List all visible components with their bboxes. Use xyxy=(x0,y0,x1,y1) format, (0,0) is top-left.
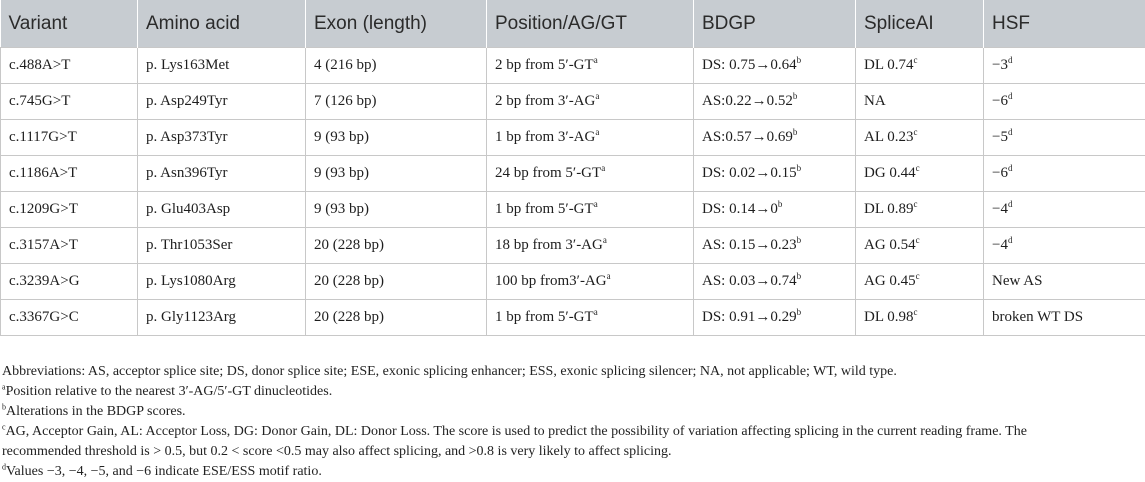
table-header xyxy=(1,0,1145,48)
cell-hsf xyxy=(984,120,1145,156)
cell-hsf-footnote-mark: d xyxy=(1007,199,1013,209)
cell-amino-acid xyxy=(138,48,306,84)
cell-variant xyxy=(1,192,138,228)
cell-hsf-footnote-mark: d xyxy=(1007,55,1013,65)
footnote-c-mark: c xyxy=(2,422,6,432)
cell-bdgp-text: DS: 0.14→0 xyxy=(702,201,778,217)
footnote-b-mark: b xyxy=(2,402,6,412)
column-header-position: Position/AG/GT xyxy=(487,0,694,48)
cell-hsf xyxy=(984,192,1145,228)
column-header-bdgp: BDGP xyxy=(694,0,856,48)
table-footnotes xyxy=(0,362,1140,482)
cell-hsf-footnote-mark: d xyxy=(1007,127,1013,137)
cell-exon xyxy=(306,228,487,264)
cell-exon xyxy=(306,156,487,192)
cell-position-footnote-mark: a xyxy=(595,127,600,137)
cell-position-footnote-mark: a xyxy=(595,91,600,101)
footnote-d xyxy=(0,462,1140,482)
cell-spliceai-text: DL 0.89 xyxy=(864,201,914,217)
cell-exon xyxy=(306,192,487,228)
cell-spliceai-text: DG 0.44 xyxy=(864,165,916,181)
cell-spliceai xyxy=(856,300,984,336)
cell-bdgp xyxy=(694,300,856,336)
cell-position-footnote-mark: a xyxy=(602,235,607,245)
cell-variant-text: c.3157A>T xyxy=(9,237,78,253)
cell-position-footnote-mark: a xyxy=(601,163,606,173)
cell-position-text: 100 bp from3′-AG xyxy=(495,273,607,289)
footnote-a-mark: a xyxy=(2,382,6,392)
cell-amino-acid xyxy=(138,84,306,120)
cell-exon-text: 7 (126 bp) xyxy=(314,93,377,109)
cell-spliceai-text: AG 0.45 xyxy=(864,273,916,289)
cell-spliceai-footnote-mark: c xyxy=(913,199,918,209)
cell-hsf-footnote-mark: d xyxy=(1007,91,1013,101)
cell-bdgp xyxy=(694,192,856,228)
cell-position-footnote-mark: a xyxy=(593,199,598,209)
cell-exon xyxy=(306,300,487,336)
cell-bdgp-text: DS: 0.02→0.15 xyxy=(702,165,797,181)
cell-amino-acid-text: p. Lys1080Arg xyxy=(146,273,236,289)
footnote-d-mark: d xyxy=(2,462,6,472)
cell-bdgp-footnote-mark: b xyxy=(792,127,798,137)
cell-bdgp-footnote-mark: b xyxy=(796,235,802,245)
column-header-amino-acid: Amino acid xyxy=(138,0,306,48)
cell-bdgp-text: DS: 0.91→0.29 xyxy=(702,309,797,325)
cell-bdgp xyxy=(694,84,856,120)
cell-variant xyxy=(1,300,138,336)
cell-spliceai-footnote-mark: c xyxy=(913,55,918,65)
cell-amino-acid-text: p. Gly1123Arg xyxy=(146,309,236,325)
cell-variant xyxy=(1,228,138,264)
cell-variant-text: c.488A>T xyxy=(9,57,71,73)
cell-amino-acid xyxy=(138,156,306,192)
cell-bdgp-footnote-mark: b xyxy=(796,271,802,281)
cell-exon-text: 4 (216 bp) xyxy=(314,57,377,73)
footnote-d-text: Values −3, −4, −5, and −6 indicate ESE/ESS motif ratio. xyxy=(6,464,322,479)
cell-spliceai-text: DL 0.74 xyxy=(864,57,914,73)
cell-bdgp-text: AS: 0.15→0.23 xyxy=(702,237,797,253)
cell-position-text: 1 bp from 3′-AG xyxy=(495,129,596,145)
cell-position-footnote-mark: a xyxy=(593,55,598,65)
footnote-a xyxy=(0,382,1140,402)
cell-bdgp xyxy=(694,264,856,300)
cell-spliceai xyxy=(856,120,984,156)
cell-exon-text: 20 (228 bp) xyxy=(314,237,384,253)
cell-spliceai-text: AG 0.54 xyxy=(864,237,916,253)
cell-spliceai-footnote-mark: c xyxy=(915,163,920,173)
cell-spliceai-footnote-mark: c xyxy=(913,307,918,317)
cell-amino-acid xyxy=(138,120,306,156)
cell-bdgp-text: AS:0.22→0.52 xyxy=(702,93,793,109)
cell-variant-text: c.3239A>G xyxy=(9,273,80,289)
cell-bdgp xyxy=(694,120,856,156)
cell-bdgp-footnote-mark: b xyxy=(796,163,802,173)
cell-variant-text: c.745G>T xyxy=(9,93,71,109)
cell-hsf-text: New AS xyxy=(992,273,1043,289)
table-row xyxy=(1,84,1145,120)
cell-variant xyxy=(1,84,138,120)
table-row xyxy=(1,156,1145,192)
cell-spliceai-footnote-mark: c xyxy=(913,127,918,137)
cell-variant xyxy=(1,48,138,84)
cell-hsf xyxy=(984,300,1145,336)
cell-spliceai xyxy=(856,264,984,300)
table-row xyxy=(1,120,1145,156)
cell-bdgp-text: AS: 0.03→0.74 xyxy=(702,273,797,289)
cell-hsf xyxy=(984,156,1145,192)
cell-position xyxy=(487,120,694,156)
footnote-c xyxy=(0,422,1140,442)
cell-position xyxy=(487,264,694,300)
cell-amino-acid-text: p. Glu403Asp xyxy=(146,201,231,217)
cell-variant xyxy=(1,120,138,156)
cell-spliceai-text: DL 0.98 xyxy=(864,309,914,325)
cell-exon xyxy=(306,84,487,120)
cell-hsf-text: −6 xyxy=(992,93,1008,109)
cell-variant-text: c.1117G>T xyxy=(9,129,77,145)
cell-bdgp-footnote-mark: b xyxy=(777,199,783,209)
cell-hsf-text: broken WT DS xyxy=(992,309,1084,325)
cell-position xyxy=(487,84,694,120)
cell-spliceai xyxy=(856,156,984,192)
column-header-exon-length: Exon (length) xyxy=(306,0,487,48)
cell-exon xyxy=(306,120,487,156)
cell-position xyxy=(487,228,694,264)
cell-spliceai-footnote-mark: c xyxy=(915,235,920,245)
cell-variant xyxy=(1,264,138,300)
cell-amino-acid-text: p. Asp249Tyr xyxy=(146,93,228,109)
cell-position-footnote-mark: a xyxy=(606,271,611,281)
cell-position-text: 24 bp from 5′-GT xyxy=(495,165,602,181)
cell-exon-text: 9 (93 bp) xyxy=(314,165,369,181)
cell-variant xyxy=(1,156,138,192)
cell-bdgp xyxy=(694,48,856,84)
cell-hsf xyxy=(984,84,1145,120)
footnote-c-text-line1: AG, Acceptor Gain, AL: Acceptor Loss, DG: Donor Gain, DL: Donor Loss. The score is used to predict the possibility of variation affecting splicing in the current reading frame. The xyxy=(5,424,1027,439)
cell-hsf xyxy=(984,264,1145,300)
cell-variant-text: c.1209G>T xyxy=(9,201,78,217)
cell-variant-text: c.3367G>C xyxy=(9,309,79,325)
cell-amino-acid-text: p. Asp373Tyr xyxy=(146,129,228,145)
footnote-b-text: Alterations in the BDGP scores. xyxy=(6,404,186,419)
cell-exon-text: 20 (228 bp) xyxy=(314,273,384,289)
cell-position-text: 18 bp from 3′-AG xyxy=(495,237,603,253)
cell-hsf xyxy=(984,48,1145,84)
cell-hsf-footnote-mark: d xyxy=(1007,163,1013,173)
cell-hsf-text: −3 xyxy=(992,57,1008,73)
cell-hsf xyxy=(984,228,1145,264)
cell-position xyxy=(487,156,694,192)
cell-variant-text: c.1186A>T xyxy=(9,165,78,181)
footnote-b xyxy=(0,402,1140,422)
cell-spliceai xyxy=(856,228,984,264)
header-row xyxy=(1,0,1145,48)
cell-amino-acid-text: p. Asn396Tyr xyxy=(146,165,228,181)
column-header-hsf: HSF xyxy=(984,0,1145,48)
cell-exon xyxy=(306,264,487,300)
cell-spliceai-text: NA xyxy=(864,93,886,109)
cell-position xyxy=(487,300,694,336)
table-row xyxy=(1,228,1145,264)
cell-amino-acid xyxy=(138,300,306,336)
footnote-abbreviations: Abbreviations: AS, acceptor splice site; DS, donor splice site; ESE, exonic splicing enhancer; ESS, exonic splicing silencer; NA, not applicable; WT, wild type. xyxy=(2,364,897,379)
cell-position-text: 2 bp from 3′-AG xyxy=(495,93,596,109)
cell-bdgp-footnote-mark: b xyxy=(796,55,802,65)
cell-spliceai xyxy=(856,48,984,84)
cell-spliceai xyxy=(856,84,984,120)
cell-bdgp-text: AS:0.57→0.69 xyxy=(702,129,793,145)
cell-exon-text: 20 (228 bp) xyxy=(314,309,384,325)
cell-bdgp-text: DS: 0.75→0.64 xyxy=(702,57,797,73)
cell-hsf-text: −6 xyxy=(992,165,1008,181)
cell-amino-acid xyxy=(138,264,306,300)
cell-hsf-footnote-mark: d xyxy=(1007,235,1013,245)
table-row xyxy=(1,300,1145,336)
cell-spliceai xyxy=(856,192,984,228)
cell-position-text: 1 bp from 5′-GT xyxy=(495,201,594,217)
cell-position xyxy=(487,192,694,228)
cell-spliceai-text: AL 0.23 xyxy=(864,129,914,145)
cell-amino-acid xyxy=(138,192,306,228)
cell-position xyxy=(487,48,694,84)
column-header-spliceai: SpliceAI xyxy=(856,0,984,48)
cell-amino-acid-text: p. Lys163Met xyxy=(146,57,230,73)
cell-exon xyxy=(306,48,487,84)
cell-hsf-text: −5 xyxy=(992,129,1008,145)
cell-bdgp-footnote-mark: b xyxy=(796,307,802,317)
cell-amino-acid-text: p. Thr1053Ser xyxy=(146,237,233,253)
cell-position-footnote-mark: a xyxy=(593,307,598,317)
cell-spliceai-footnote-mark: c xyxy=(915,271,920,281)
cell-bdgp xyxy=(694,156,856,192)
table-body xyxy=(1,48,1145,336)
cell-bdgp xyxy=(694,228,856,264)
cell-exon-text: 9 (93 bp) xyxy=(314,201,369,217)
cell-position-text: 2 bp from 5′-GT xyxy=(495,57,594,73)
table-row xyxy=(1,192,1145,228)
footnote-c-continued xyxy=(0,442,1140,462)
cell-amino-acid xyxy=(138,228,306,264)
footnote-c-text-line2: recommended threshold is > 0.5, but 0.2 < score <0.5 may also affect splicing, and >0.8 is very likely to affect splicing. xyxy=(2,444,672,459)
cell-bdgp-footnote-mark: b xyxy=(792,91,798,101)
cell-exon-text: 9 (93 bp) xyxy=(314,129,369,145)
footnote-a-text: Position relative to the nearest 3′-AG/5′-GT dinucleotides. xyxy=(5,384,333,399)
cell-position-text: 1 bp from 5′-GT xyxy=(495,309,594,325)
column-header-variant: Variant xyxy=(1,0,138,48)
cell-hsf-text: −4 xyxy=(992,237,1008,253)
cell-hsf-text: −4 xyxy=(992,201,1008,217)
table-row xyxy=(1,264,1145,300)
table-row xyxy=(1,48,1145,84)
